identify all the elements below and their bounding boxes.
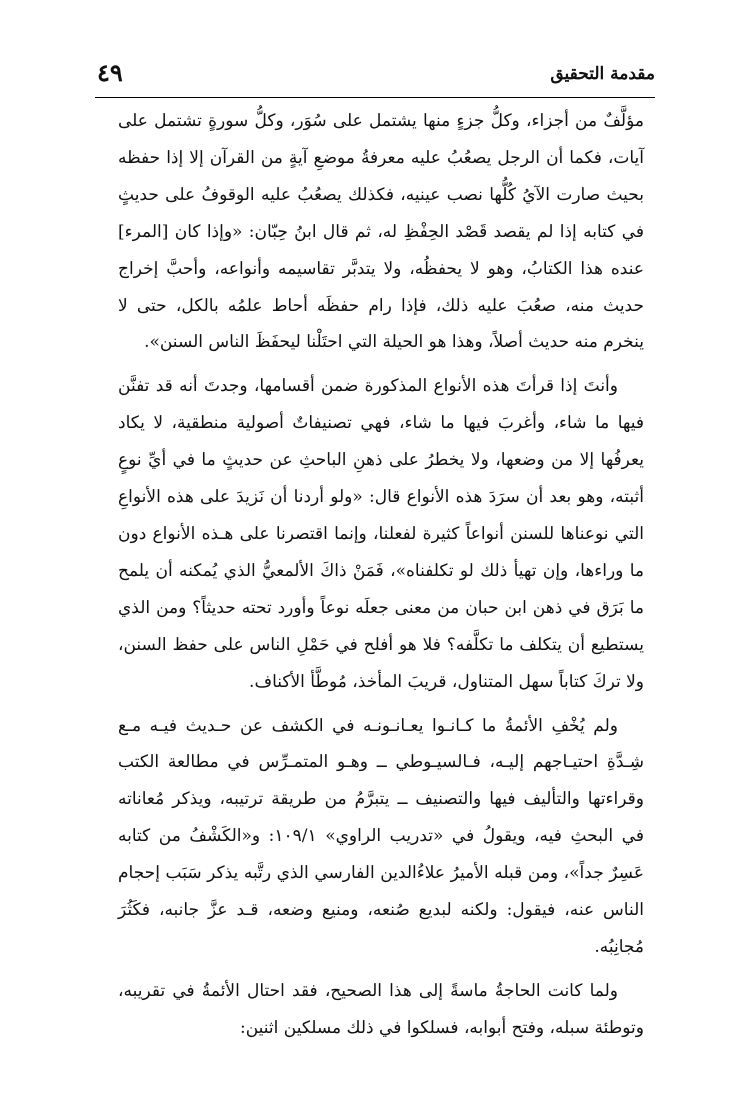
header-divider <box>95 97 655 98</box>
paragraph: ولم يُخْفِ الأئمةُ ما كـانـوا يعـانـونـه في الكشف عن حـديث فيـه مـع شِـدَّةِ احتيـاجهم إليـه، فـالسيـوطي ــ وهـو المتمـرِّس في مطالعة الكتب وقراءتها والتأليف فيها والتصنيف ــ يتبرَّمُ من طريقة ترتيبه، ويذكر مُعاناته في البحثِ فيه، ويقولُ في «تدريب الراوي» ١٠٩/١: و«الكَشْفُ من كتابه عَسِرٌ جداً»، ومن قبله الأميرُ علاءُالدين الفارسي الذي رتَّبه يذكر سَبَب إحجام الناس عنه، فيقول: ولكنه لبديع صُنعه، ومنيع وضعه، قـد عزَّ جانبه، فكَثُرَ مُجانِبُه. <box>118 715 644 957</box>
running-title: مقدمة التحقيق <box>550 64 655 84</box>
paragraph: مؤلَّفٌ من أجزاء، وكلُّ جزءٍ منها يشتمل على سُوَر، وكلُّ سورةٍ تشتمل على آيات، فكما أن الرجل يصعُبُ عليه معرفةُ موضعِ آيةٍ من القرآن إلا إذا حفظه بحيث صارت الآيُ كُلُّها نصب عينيه، فكذلك يصعُبُ عليه الوقوفُ على حديثٍ في كتابه إذا لم يقصد قَصْد الحِفْظِ له، ثم قال ابنُ حِبّان: «وإذا كان [المرء] عنده هذا الكتابُ، وهو لا يحفظُه، ولا يتدبَّر تقاسيمه وأنواعه، وأحبَّ إخراج حديث منه، صعُبَ عليه ذلك، فإذا رام حفظَه أحاط علمُه بالكل، حتى لا ينخرم منه حديث أصلاً، وهذا هو الحيلة التي احتَلْنا ليحفَظَ الناس السنن». <box>118 111 644 353</box>
paragraph: ولما كانت الحاجةُ ماسةً إلى هذا الصحيح، فقد احتال الأئمةُ في تقريبه، وتوطئة سبله، وفتح أبوابه، فسلكوا في ذلك مسلكين اثنين: <box>118 980 644 1038</box>
page-number: ٤٩ <box>97 58 123 87</box>
body-text <box>118 103 644 1047</box>
paragraph: وأنتَ إذا قرأتَ هذه الأنواع المذكورة ضمن أقسامها، وجدتَ أنه قد تفنَّن فيها ما شاء، وأغربَ فيها ما شاء، فهي تصنيفاتٌ أصولية منطقية، لا يكاد يعرفُها إلا من وضعها، ولا يخطرُ على ذهنِ الباحثِ عن حديثٍ ما في أيِّ نوعٍ أثبته، وهو بعد أن سرَدَ هذه الأنواع قال: «ولو أردنا أن نَزيدَ على هذه الأنواعِ التي نوعناها للسنن أنواعاً كثيرة لفعلنا، وإنما اقتصرنا على هـذه الأنواع دون ما وراءها، وإن تهيأ ذلك لو تكلفناه»، فَمَنْ ذاكَ الألمعيُّ الذي يُمكنه أن يلمح ما بَرَق في ذهن ابن حبان من معنى جعلَه نوعاً وأورد تحته حديثاً؟ ومن الذي يستطيع أن يتكلف ما تكلَّفه؟ فلا هو أفلح في حَمْلِ الناس على حفظ السنن، ولا تركَ كتاباً سهل المتناول، قريبَ المأخذ، مُوطَّأ الأكناف. <box>118 376 644 692</box>
running-header <box>95 56 655 96</box>
